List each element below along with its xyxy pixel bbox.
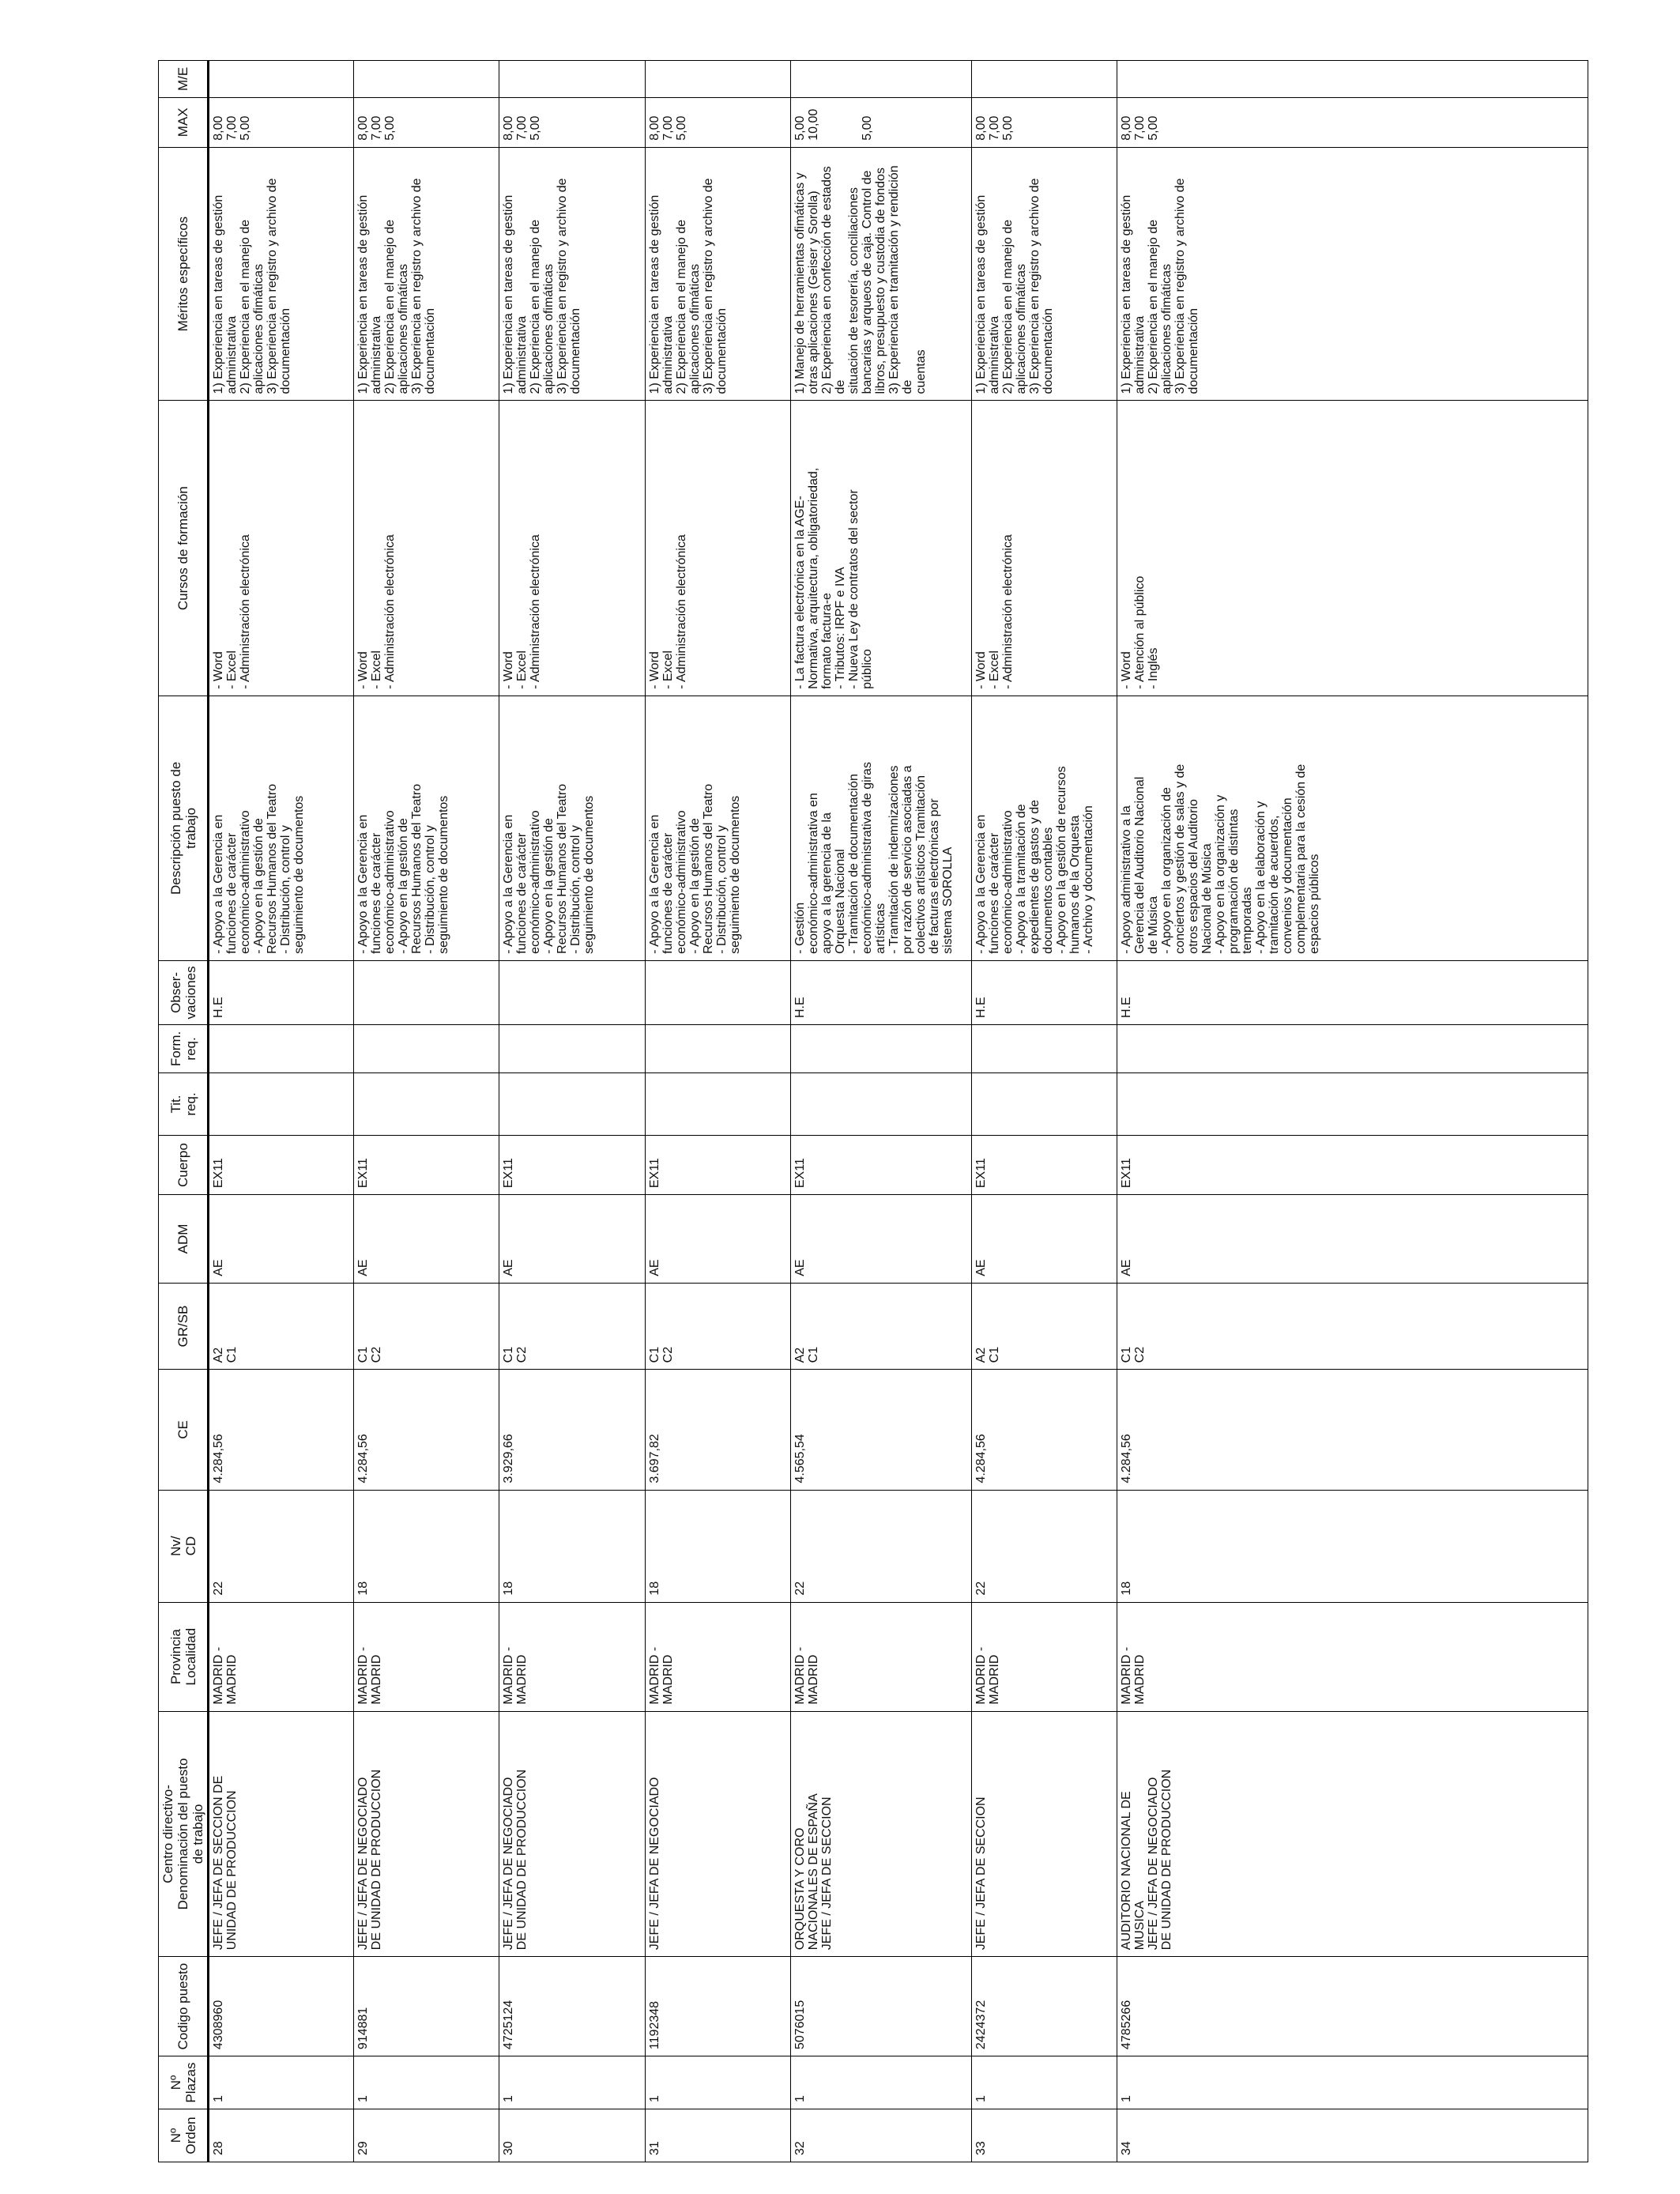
codigo-cell: 2424372 xyxy=(972,1957,1117,2056)
max-cell: 8,00 7,00 5,00 xyxy=(209,97,354,147)
centro-directivo-label: AUDITORIO NACIONAL DE MUSICA xyxy=(1120,1791,1147,1951)
table-row xyxy=(1117,61,1588,2162)
form-cell xyxy=(209,1025,354,1073)
grsb-cell: C1 C2 xyxy=(1117,1283,1588,1370)
max-cell: 8,00 7,00 5,00 xyxy=(1117,97,1588,147)
meritos-cell: 1) Manejo de herramientas ofimáticas y otras aplicaciones (Geiser y Sorolla) 2) Experiencia en confección de estados de situación de tesorería, conciliaciones bancarias y arqueos de caja. Control de libros, presupuesto y custodia de fondos 3) Experiencia en tramitación y rendición de cuentas xyxy=(790,147,971,401)
header-max: MAX xyxy=(159,97,209,147)
codigo-cell: 1192348 xyxy=(645,1957,790,2056)
descripcion-cell: - Gestión económico-administrativa en apoyo a la gerencia de la Orquesta Nacional - Tramitación de documentación económico-administrativa de giras artísticas - Tramitación de indemnizaciones por razón de servicio asociadas a colectivos artísticos Tramitación de facturas electrónicas por sistema SOROLLA xyxy=(790,696,971,960)
centro-cell xyxy=(1117,1711,1588,1957)
ce-cell: 4.284,56 xyxy=(972,1370,1117,1490)
nivel-cell: 22 xyxy=(790,1490,971,1602)
cursos-cell: - Word - Excel - Administración electrónica xyxy=(972,401,1117,696)
adm-cell: AE xyxy=(645,1195,790,1284)
plazas-table xyxy=(158,60,1588,2162)
grsb-cell: C1 C2 xyxy=(354,1283,499,1370)
orden-cell: 30 xyxy=(499,2109,645,2162)
me-cell xyxy=(499,61,645,98)
denominacion-text: JEFE / JEFA DE SECCION xyxy=(974,1796,989,1951)
tit-cell xyxy=(972,1072,1117,1135)
grsb-cell: A2 C1 xyxy=(972,1283,1117,1370)
form-cell xyxy=(499,1025,645,1073)
codigo-cell: 4725124 xyxy=(499,1957,645,2056)
codigo-cell: 4308960 xyxy=(209,1957,354,2056)
table-row xyxy=(972,61,1117,2162)
me-cell xyxy=(972,61,1117,98)
denominacion-text: JEFE / JEFA DE SECCION xyxy=(819,1796,834,1951)
meritos-cell: 1) Experiencia en tareas de gestión administrativa 2) Experiencia en el manejo de aplicaciones ofimáticas 3) Experiencia en registro y archivo de documentación xyxy=(645,147,790,401)
cursos-cell: - Word - Atención al público - Inglés xyxy=(1117,401,1588,696)
tit-cell xyxy=(1117,1072,1588,1135)
table-row xyxy=(645,61,790,2162)
codigo-cell: 914881 xyxy=(354,1957,499,2056)
tit-cell xyxy=(209,1072,354,1135)
adm-cell: AE xyxy=(972,1195,1117,1284)
grsb-cell: C1 C2 xyxy=(645,1283,790,1370)
centro-cell xyxy=(209,1711,354,1957)
adm-cell: AE xyxy=(209,1195,354,1284)
centro-cell xyxy=(645,1711,790,1957)
plazas-cell: 1 xyxy=(499,2056,645,2109)
tit-cell xyxy=(645,1072,790,1135)
meritos-cell: 1) Experiencia en tareas de gestión administrativa 2) Experiencia en el manejo de aplicaciones ofimáticas 3) Experiencia en registro y archivo de documentación xyxy=(1117,147,1588,401)
nivel-cell: 18 xyxy=(354,1490,499,1602)
cuerpo-cell: EX11 xyxy=(972,1136,1117,1195)
cuerpo-cell: EX11 xyxy=(499,1136,645,1195)
centro-cell xyxy=(790,1711,971,1957)
header-descripcion: Descripción puesto de trabajo xyxy=(159,696,209,960)
obs-cell xyxy=(499,960,645,1024)
max-cell: 8,00 7,00 5,00 xyxy=(354,97,499,147)
cuerpo-cell: EX11 xyxy=(645,1136,790,1195)
max-cell: 8,00 7,00 5,00 xyxy=(645,97,790,147)
header-meritos: Méritos específicos xyxy=(159,147,209,401)
header-row xyxy=(159,61,209,2162)
codigo-cell: 5076015 xyxy=(790,1957,971,2056)
denominacion-text: JEFE / JEFA DE NEGOCIADO DE UNIDAD DE PRODUCCION xyxy=(1147,1769,1174,1951)
ce-cell: 3.697,82 xyxy=(645,1370,790,1490)
tit-cell xyxy=(499,1072,645,1135)
form-cell xyxy=(1117,1025,1588,1073)
me-cell xyxy=(209,61,354,98)
ce-cell: 3.929,66 xyxy=(499,1370,645,1490)
adm-cell: AE xyxy=(1117,1195,1588,1284)
ce-cell: 4.284,56 xyxy=(1117,1370,1588,1490)
obs-cell: H.E xyxy=(1117,960,1588,1024)
nivel-cell: 22 xyxy=(972,1490,1117,1602)
orden-cell: 28 xyxy=(209,2109,354,2162)
cursos-cell: - Word - Excel - Administración electrónica xyxy=(499,401,645,696)
header-adm: ADM xyxy=(159,1195,209,1284)
obs-cell: H.E xyxy=(209,960,354,1024)
denominacion-text: JEFE / JEFA DE NEGOCIADO DE UNIDAD DE PRODUCCION xyxy=(356,1769,384,1951)
plazas-cell: 1 xyxy=(972,2056,1117,2109)
nivel-cell: 18 xyxy=(499,1490,645,1602)
me-cell xyxy=(645,61,790,98)
provincia-cell: MADRID - MADRID xyxy=(1117,1602,1588,1711)
adm-cell: AE xyxy=(499,1195,645,1284)
obs-cell xyxy=(645,960,790,1024)
tit-cell xyxy=(354,1072,499,1135)
grsb-cell: A2 C1 xyxy=(209,1283,354,1370)
descripcion-cell: - Apoyo a la Gerencia en funciones de carácter económico-administrativo - Apoyo en la gestión de Recursos Humanos del Teatro - Distribución, control y seguimiento de documentos xyxy=(645,696,790,960)
plazas-cell: 1 xyxy=(354,2056,499,2109)
orden-cell: 29 xyxy=(354,2109,499,2162)
descripcion-cell: - Apoyo a la Gerencia en funciones de carácter económico-administrativo - Apoyo a la tramitación de expedientes de gastos y de documentos contables - Apoyo en la gestión de recursos humanos de la Orquesta - Archivo y documentación xyxy=(972,696,1117,960)
cursos-cell: - Word - Excel - Administración electrónica xyxy=(645,401,790,696)
header-ce: CE xyxy=(159,1370,209,1490)
meritos-cell: 1) Experiencia en tareas de gestión administrativa 2) Experiencia en el manejo de aplicaciones ofimáticas 3) Experiencia en registro y archivo de documentación xyxy=(354,147,499,401)
grsb-cell: C1 C2 xyxy=(499,1283,645,1370)
cuerpo-cell: EX11 xyxy=(1117,1136,1588,1195)
orden-cell: 31 xyxy=(645,2109,790,2162)
form-cell xyxy=(645,1025,790,1073)
ce-cell: 4.565,54 xyxy=(790,1370,971,1490)
form-cell xyxy=(354,1025,499,1073)
adm-cell: AE xyxy=(354,1195,499,1284)
header-me: M/E xyxy=(159,61,209,98)
codigo-cell: 4785266 xyxy=(1117,1957,1588,2056)
me-cell xyxy=(790,61,971,98)
header-orden: Nº Orden xyxy=(159,2109,209,2162)
plazas-cell: 1 xyxy=(1117,2056,1588,2109)
descripcion-cell: - Apoyo a la Gerencia en funciones de carácter económico-administrativo - Apoyo en la gestión de Recursos Humanos del Teatro - Distribución, control y seguimiento de documentos xyxy=(209,696,354,960)
provincia-cell: MADRID - MADRID xyxy=(354,1602,499,1711)
adm-cell: AE xyxy=(790,1195,971,1284)
nivel-cell: 22 xyxy=(209,1490,354,1602)
obs-cell xyxy=(354,960,499,1024)
denominacion-text: JEFE / JEFA DE NEGOCIADO DE UNIDAD DE PRODUCCION xyxy=(502,1769,529,1951)
cuerpo-cell: EX11 xyxy=(790,1136,971,1195)
plazas-cell: 1 xyxy=(790,2056,971,2109)
form-cell xyxy=(790,1025,971,1073)
header-grsb: GR/SB xyxy=(159,1283,209,1370)
descripcion-cell: - Apoyo administrativo a la Gerencia del Auditorio Nacional de Música - Apoyo en la organización de conciertos y gestión de salas y de otros espacios del Auditorio Nacional de Música - Apoyo en la organización y programación de distintas temporadas - Apoyo en la elaboración y tramitación de acuerdos, convenios y documentación complementaria para la cesión de espacios públicos xyxy=(1117,696,1588,960)
denominacion-text: JEFE / JEFA DE SECCION DE UNIDAD DE PRODUCCION xyxy=(212,1775,239,1951)
provincia-cell: MADRID - MADRID xyxy=(972,1602,1117,1711)
provincia-cell: MADRID - MADRID xyxy=(499,1602,645,1711)
form-cell xyxy=(972,1025,1117,1073)
descripcion-cell: - Apoyo a la Gerencia en funciones de carácter económico-administrativo - Apoyo en la gestión de Recursos Humanos del Teatro - Distribución, control y seguimiento de documentos xyxy=(499,696,645,960)
obs-cell: H.E xyxy=(790,960,971,1024)
cuerpo-cell: EX11 xyxy=(209,1136,354,1195)
header-obs: Obser- vaciones xyxy=(159,960,209,1024)
header-cuerpo: Cuerpo xyxy=(159,1136,209,1195)
centro-cell xyxy=(354,1711,499,1957)
denominacion-text: JEFE / JEFA DE NEGOCIADO xyxy=(647,1777,661,1951)
ce-cell: 4.284,56 xyxy=(209,1370,354,1490)
meritos-cell: 1) Experiencia en tareas de gestión administrativa 2) Experiencia en el manejo de aplicaciones ofimáticas 3) Experiencia en registro y archivo de documentación xyxy=(972,147,1117,401)
plazas-cell: 1 xyxy=(645,2056,790,2109)
obs-cell: H.E xyxy=(972,960,1117,1024)
provincia-cell: MADRID - MADRID xyxy=(209,1602,354,1711)
provincia-cell: MADRID - MADRID xyxy=(645,1602,790,1711)
header-form: Form. req. xyxy=(159,1025,209,1073)
max-cell: 8,00 7,00 5,00 xyxy=(499,97,645,147)
meritos-cell: 1) Experiencia en tareas de gestión administrativa 2) Experiencia en el manejo de aplicaciones ofimáticas 3) Experiencia en registro y archivo de documentación xyxy=(209,147,354,401)
max-cell: 8,00 7,00 5,00 xyxy=(972,97,1117,147)
header-centro: Centro directivo- Denominación del puesto de trabajo xyxy=(159,1711,209,1957)
header-provincia: Provincia Localidad xyxy=(159,1602,209,1711)
orden-cell: 33 xyxy=(972,2109,1117,2162)
table-row xyxy=(354,61,499,2162)
me-cell xyxy=(354,61,499,98)
nivel-cell: 18 xyxy=(645,1490,790,1602)
header-codigo: Codigo puesto xyxy=(159,1957,209,2056)
grsb-cell: A2 C1 xyxy=(790,1283,971,1370)
descripcion-cell: - Apoyo a la Gerencia en funciones de carácter económico-administrativo - Apoyo en la gestión de Recursos Humanos del Teatro - Distribución, control y seguimiento de documentos xyxy=(354,696,499,960)
header-cursos: Cursos de formación xyxy=(159,401,209,696)
header-tit: Tit. req. xyxy=(159,1072,209,1135)
centro-directivo-label: ORQUESTA Y CORO NACIONALES DE ESPAÑA xyxy=(793,1793,820,1951)
max-cell: 5,00 10,00 5,00 xyxy=(790,97,971,147)
ce-cell: 4.284,56 xyxy=(354,1370,499,1490)
plazas-cell: 1 xyxy=(209,2056,354,2109)
tit-cell xyxy=(790,1072,971,1135)
nivel-cell: 18 xyxy=(1117,1490,1588,1602)
me-cell xyxy=(1117,61,1588,98)
orden-cell: 34 xyxy=(1117,2109,1588,2162)
centro-cell xyxy=(499,1711,645,1957)
orden-cell: 32 xyxy=(790,2109,971,2162)
cursos-cell: - Word - Excel - Administración electrónica xyxy=(209,401,354,696)
cuerpo-cell: EX11 xyxy=(354,1136,499,1195)
table-row xyxy=(499,61,645,2162)
table-row xyxy=(790,61,971,2162)
meritos-cell: 1) Experiencia en tareas de gestión administrativa 2) Experiencia en el manejo de aplicaciones ofimáticas 3) Experiencia en registro y archivo de documentación xyxy=(499,147,645,401)
table-row xyxy=(209,61,354,2162)
cursos-cell: - La factura electrónica en la AGE- Normativa, arquitectura, obligatoriedad, formato factura-e - Tributos: IRPF e IVA - Nueva Ley de contratos del sector público xyxy=(790,401,971,696)
cursos-cell: - Word - Excel - Administración electrónica xyxy=(354,401,499,696)
rotated-page xyxy=(158,60,1588,2162)
header-nivel: Nv/ CD xyxy=(159,1490,209,1602)
provincia-cell: MADRID - MADRID xyxy=(790,1602,971,1711)
header-plazas: Nº Plazas xyxy=(159,2056,209,2109)
centro-cell xyxy=(972,1711,1117,1957)
